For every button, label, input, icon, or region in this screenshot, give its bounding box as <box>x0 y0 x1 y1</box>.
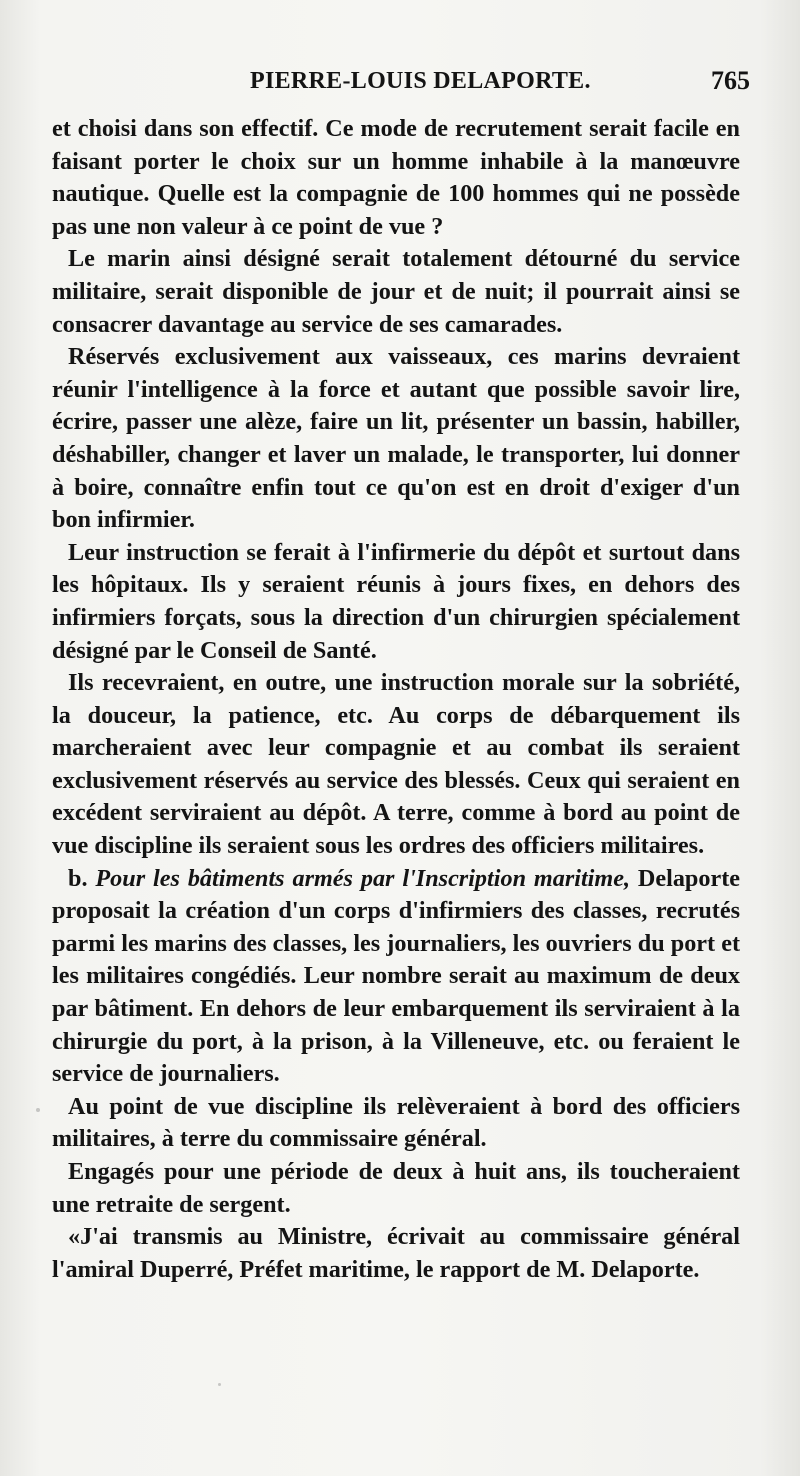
paragraph-b-prefix: b. <box>68 864 96 892</box>
paragraph: Ils recevraient, en outre, une instruction morale sur la sobriété, la douceur, la patience, etc. Au corps de débarquement ils marcheraient avec leur compagnie et au combat ils seraient exclusivement réservés au service des blessés. Ceux qui seraient en excédent serviraient au dépôt. A terre, comme à bord au point de vue discipline ils seraient sous les ordres des officiers militaires. <box>52 669 740 860</box>
paragraph: et choisi dans son effectif. Ce mode de recrutement serait facile en faisant porter le choix sur un homme inhabile à la manœuvre nautique. Quelle est la compagnie de 100 hommes qui ne possède pas une non valeur à ce point de vue ? <box>52 115 740 240</box>
paragraph: Leur instruction se ferait à l'infirmerie du dépôt et surtout dans les hôpitaux. Ils y seraient réunis à jours fixes, en dehors des infirmiers forçats, sous la direction d'un chirurgien spécialement désigné par le Conseil de Santé. <box>52 538 740 664</box>
print-speck <box>36 1108 40 1112</box>
paragraph: Réservés exclusivement aux vaisseaux, ces marins devraient réunir l'intelligence à la force et autant que possible savoir lire, écrire, passer une alèze, faire un lit, présenter un bassin, habiller, déshabiller, changer et laver un malade, le transporter, lui donner à boire, connaître enfin tout ce qu'on est en droit d'exiger d'un bon infirmier. <box>52 343 740 534</box>
paragraph: Au point de vue discipline ils relèveraient à bord des officiers militaires, à terre du commissaire général. <box>52 1092 740 1153</box>
print-speck <box>218 1383 221 1386</box>
paragraph-b-text: Delaporte proposait la création d'un corps d'infirmiers des classes, recrutés parmi les marins des classes, les journaliers, les ouvriers du port et les militaires congédiés. Leur nombre serait au maximum de deux par bâtiment. En dehors de leur embarquement ils serviraient à la chirurgie du port, à la prison, à la Villeneuve, etc. ou feraient le service de journaliers. <box>52 864 740 1088</box>
paragraph: Le marin ainsi désigné serait totalement détourné du service militaire, serait disponible de jour et de nuit; il pourrait ainsi se consacrer davantage au service de ses camarades. <box>52 245 740 338</box>
page-header <box>60 66 750 98</box>
body-text <box>52 113 740 1286</box>
paragraph-b <box>52 863 740 1091</box>
running-head: PIERRE-LOUIS DELAPORTE. <box>250 68 591 94</box>
paragraph-b-italic-heading: Pour les bâtiments armés par l'Inscription maritime, <box>95 864 630 892</box>
paragraph: Engagés pour une période de deux à huit ans, ils toucheraient une retraite de sergent. <box>52 1158 740 1218</box>
paragraph: «J'ai transmis au Ministre, écrivait au commissaire général l'amiral Duperré, Préfet maritime, le rapport de M. Delaporte. <box>52 1223 740 1283</box>
page-number: 765 <box>711 66 750 95</box>
